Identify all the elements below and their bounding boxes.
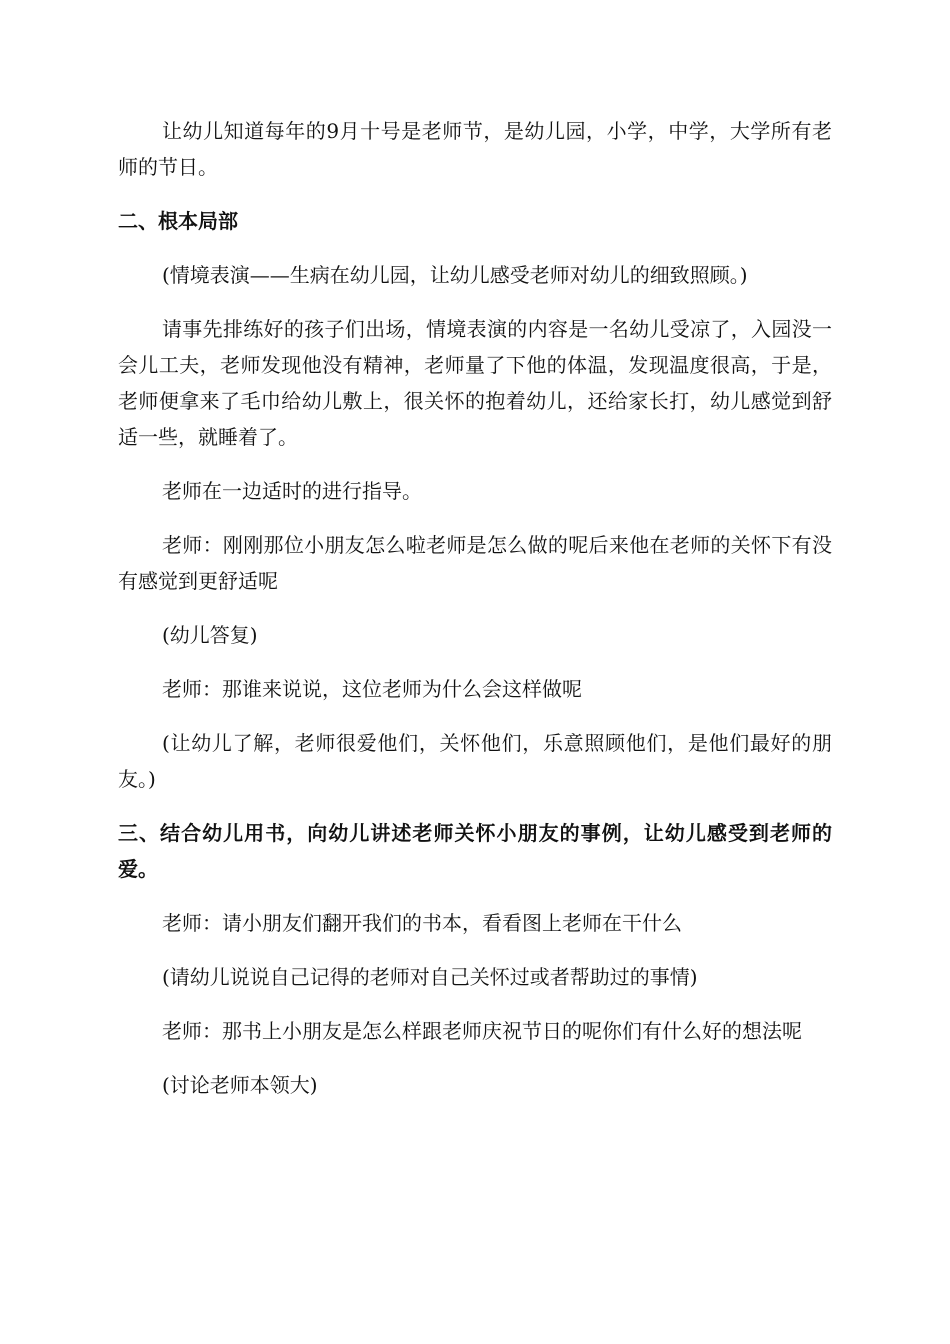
paragraph-understanding-note: (让幼儿了解，老师很爱他们，关怀他们，乐意照顾他们，是他们最好的朋友。): [118, 731, 832, 791]
paragraph-teachers-day-intro: 让幼儿知道每年的9月十号是老师节，是幼儿园，小学，中学，大学所有老师的节日。: [118, 119, 832, 179]
paragraph-role-play-note: (情境表演——生病在幼儿园，让幼儿感受老师对幼儿的细致照顾。): [162, 263, 748, 287]
document-page: [118, 113, 832, 1121]
paragraph-teacher-question-3: 老师：那书上小朋友是怎么样跟老师庆祝节日的呢你们有什么好的想法呢: [162, 1019, 802, 1043]
paragraph-teacher-guidance: 老师在一边适时的进行指导。: [162, 479, 422, 503]
paragraph-role-play-content: 请事先排练好的孩子们出场，情境表演的内容是一名幼儿受凉了，入园没一会儿工夫，老师发现他没有精神，老师量了下他的体温，发现温度很高，于是，老师便拿来了毛巾给幼儿敷上，很关怀的抱着幼儿，还给家长打，幼儿感觉到舒适一些，就睡着了。: [118, 317, 832, 449]
paragraph-teacher-question-2: 老师：那谁来说说，这位老师为什么会这样做呢: [162, 677, 582, 701]
paragraph-discussion-note: (讨论老师本领大): [162, 1073, 318, 1097]
paragraph-children-share-note: (请幼儿说说自己记得的老师对自己关怀过或者帮助过的事情): [162, 965, 698, 989]
paragraph-teacher-question-1: 老师：刚刚那位小朋友怎么啦老师是怎么做的呢后来他在老师的关怀下有没有感觉到更舒适呢: [118, 533, 832, 593]
section-heading-2: 二、根本局部: [118, 209, 238, 233]
paragraph-children-answer: (幼儿答复): [162, 623, 258, 647]
section-heading-3: 三、结合幼儿用书，向幼儿讲述老师关怀小朋友的事例，让幼儿感受到老师的爱。: [118, 821, 832, 881]
paragraph-teacher-book-prompt: 老师：请小朋友们翻开我们的书本，看看图上老师在干什么: [162, 911, 682, 935]
